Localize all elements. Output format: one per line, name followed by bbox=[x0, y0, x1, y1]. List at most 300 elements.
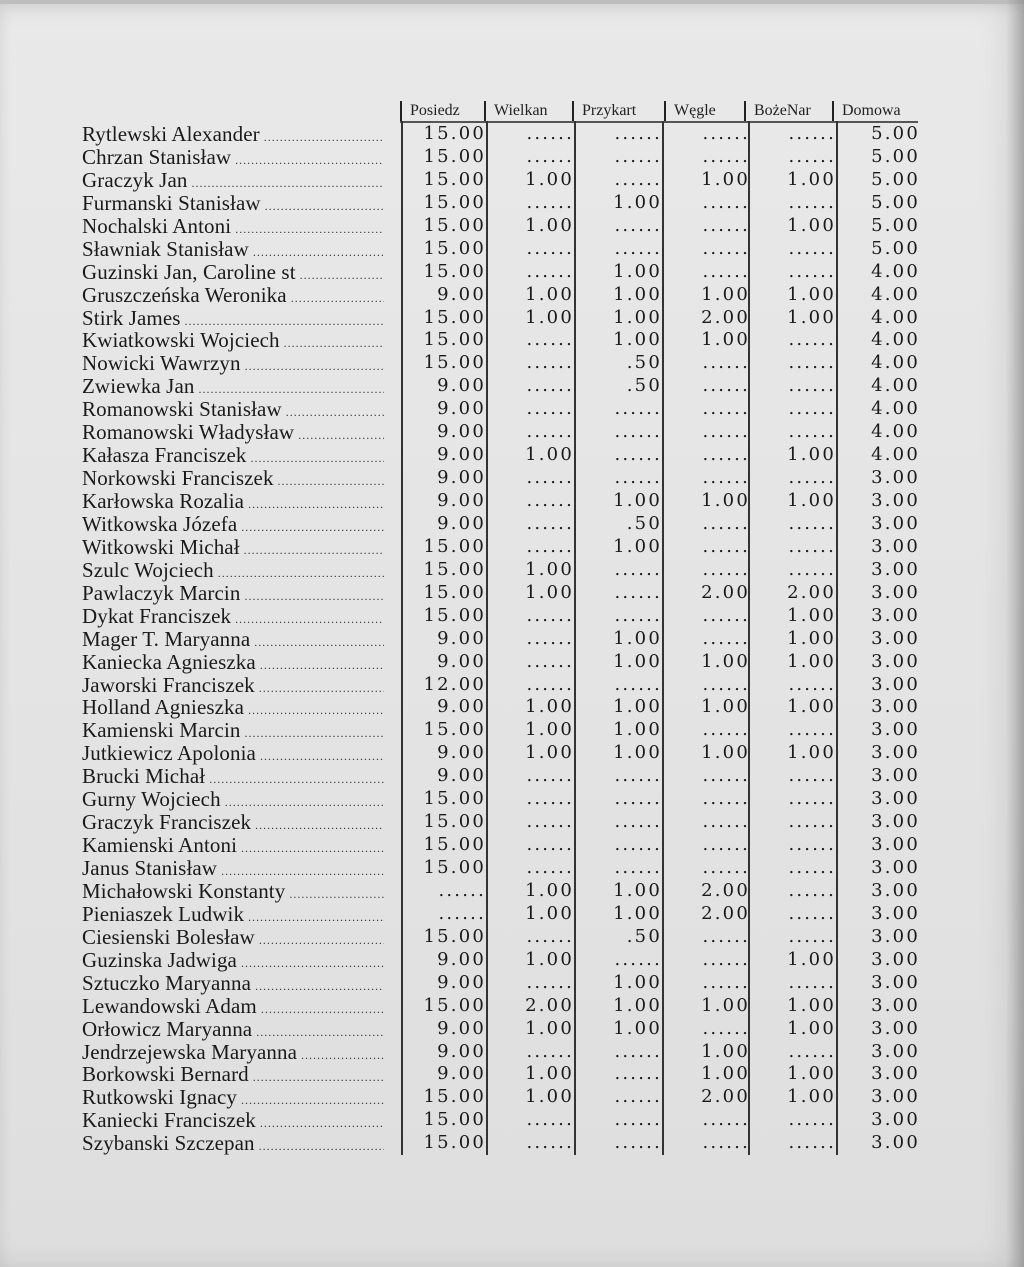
amount-cell: 3.00 bbox=[871, 673, 920, 695]
amount-cell: 15.00 bbox=[423, 535, 486, 557]
amount-cell: ...... bbox=[702, 398, 750, 420]
table-row bbox=[0, 1018, 1024, 1041]
amount-cell: ...... bbox=[702, 788, 750, 810]
amount-cell: ...... bbox=[702, 352, 750, 374]
amount-cell: ...... bbox=[702, 444, 750, 466]
amount-cell: ...... bbox=[614, 1086, 662, 1108]
amount-cell: 1.00 bbox=[787, 1063, 836, 1085]
amount-cell: 4.00 bbox=[871, 306, 920, 328]
amount-cell: 1.00 bbox=[701, 1040, 750, 1062]
amount-cell: ...... bbox=[788, 879, 836, 901]
amount-cell: ...... bbox=[614, 168, 662, 190]
amount-cell: ...... bbox=[614, 834, 662, 856]
amount-cell: ...... bbox=[702, 673, 750, 695]
amount-cell: 3.00 bbox=[871, 627, 920, 649]
amount-cell: ...... bbox=[526, 375, 574, 397]
table-row bbox=[0, 467, 1024, 490]
amount-cell: ...... bbox=[614, 123, 662, 144]
amount-cell: 1.00 bbox=[525, 306, 574, 328]
amount-cell: ...... bbox=[526, 1040, 574, 1062]
amount-cell: 5.00 bbox=[871, 123, 920, 144]
amount-cell: 3.00 bbox=[871, 1040, 920, 1062]
amount-cell: ...... bbox=[526, 191, 574, 213]
amount-cell: 15.00 bbox=[423, 237, 486, 259]
table-row bbox=[0, 352, 1024, 375]
amount-cell: 1.00 bbox=[613, 902, 662, 924]
amount-cell: 9.00 bbox=[437, 398, 486, 420]
amount-cell: 1.00 bbox=[525, 283, 574, 305]
member-name: Sztuczko Maryanna ..... bbox=[82, 972, 384, 998]
amount-cell: ...... bbox=[788, 421, 836, 443]
member-name: Kaniecka Agnieszka ..... bbox=[82, 651, 384, 677]
amount-cell: 4.00 bbox=[871, 421, 920, 443]
amount-cell: ...... bbox=[788, 260, 836, 282]
member-name: Stirk James ..... bbox=[82, 307, 384, 333]
amount-cell: ...... bbox=[526, 1132, 574, 1154]
amount-cell: 1.00 bbox=[701, 696, 750, 718]
table-row bbox=[0, 444, 1024, 467]
amount-cell: ...... bbox=[702, 971, 750, 993]
amount-cell: ...... bbox=[788, 1109, 836, 1131]
amount-cell: ...... bbox=[614, 1109, 662, 1131]
amount-cell: 9.00 bbox=[437, 421, 486, 443]
amount-cell: ...... bbox=[788, 535, 836, 557]
amount-cell: 15.00 bbox=[423, 994, 486, 1016]
amount-cell: 2.00 bbox=[525, 994, 574, 1016]
amount-cell: ...... bbox=[788, 673, 836, 695]
table-row bbox=[0, 628, 1024, 651]
amount-cell: 9.00 bbox=[437, 742, 486, 764]
member-name: Graczyk Franciszek ..... bbox=[82, 811, 384, 837]
amount-cell: 1.00 bbox=[787, 1017, 836, 1039]
member-name: Dykat Franciszek ..... bbox=[82, 605, 384, 631]
amount-cell: ...... bbox=[702, 925, 750, 947]
table-row bbox=[0, 1086, 1024, 1109]
amount-cell: 1.00 bbox=[787, 444, 836, 466]
amount-cell: 15.00 bbox=[423, 788, 486, 810]
amount-cell: ...... bbox=[702, 719, 750, 741]
table-row bbox=[0, 719, 1024, 742]
table-row bbox=[0, 651, 1024, 674]
amount-cell: ...... bbox=[702, 857, 750, 878]
amount-cell: 1.00 bbox=[525, 558, 574, 580]
amount-cell: 15.00 bbox=[423, 260, 486, 282]
amount-cell: 1.00 bbox=[787, 650, 836, 672]
amount-cell: ...... bbox=[702, 1132, 750, 1154]
amount-cell: 3.00 bbox=[871, 490, 920, 511]
amount-cell: 5.00 bbox=[871, 214, 920, 236]
table-row bbox=[0, 880, 1024, 903]
amount-cell: ...... bbox=[788, 811, 836, 833]
amount-cell: 2.00 bbox=[701, 902, 750, 924]
amount-cell: ...... bbox=[614, 1132, 662, 1154]
table-row bbox=[0, 398, 1024, 421]
member-name: Rutkowski Ignacy ..... bbox=[82, 1086, 384, 1112]
amount-cell: 1.00 bbox=[787, 994, 836, 1016]
member-name: Furmanski Stanisław ..... bbox=[82, 192, 384, 218]
member-name: Witkowski Michał ..... bbox=[82, 536, 384, 562]
amount-cell: ...... bbox=[702, 948, 750, 970]
amount-cell: 15.00 bbox=[423, 857, 486, 878]
amount-cell: ...... bbox=[614, 673, 662, 695]
amount-cell: ...... bbox=[614, 1040, 662, 1062]
table-row bbox=[0, 1109, 1024, 1132]
amount-cell: 1.00 bbox=[525, 1063, 574, 1085]
table-row bbox=[0, 857, 1024, 880]
amount-cell: ...... bbox=[526, 673, 574, 695]
member-name: Mager T. Maryanna ..... bbox=[82, 628, 384, 654]
amount-cell: 1.00 bbox=[525, 214, 574, 236]
amount-cell: ...... bbox=[614, 948, 662, 970]
amount-cell: ...... bbox=[526, 237, 574, 259]
amount-cell: ...... bbox=[614, 581, 662, 603]
amount-cell: ...... bbox=[526, 765, 574, 787]
amount-cell: .50 bbox=[626, 512, 662, 534]
amount-cell: 3.00 bbox=[871, 1132, 920, 1154]
table-row bbox=[0, 1063, 1024, 1086]
table-row bbox=[0, 146, 1024, 169]
amount-cell: 3.00 bbox=[871, 788, 920, 810]
amount-cell: ...... bbox=[526, 788, 574, 810]
amount-cell: 1.00 bbox=[787, 696, 836, 718]
amount-cell: ...... bbox=[788, 719, 836, 741]
table-row bbox=[0, 284, 1024, 307]
amount-cell: 3.00 bbox=[871, 512, 920, 534]
amount-cell: 1.00 bbox=[525, 879, 574, 901]
amount-cell: 5.00 bbox=[871, 145, 920, 167]
header-domowa: Domowa bbox=[832, 101, 901, 121]
member-name: Sławniak Stanisław ..... bbox=[82, 238, 384, 264]
member-name: Romanowski Stanisław ..... bbox=[82, 398, 384, 424]
amount-cell: 4.00 bbox=[871, 444, 920, 466]
amount-cell: ...... bbox=[614, 421, 662, 443]
table-header bbox=[0, 101, 1024, 121]
amount-cell: ...... bbox=[788, 145, 836, 167]
table-row bbox=[0, 834, 1024, 857]
amount-cell: 1.00 bbox=[525, 1017, 574, 1039]
amount-cell: ...... bbox=[788, 857, 836, 878]
amount-cell: ...... bbox=[702, 604, 750, 626]
amount-cell: 1.00 bbox=[525, 948, 574, 970]
table-row bbox=[0, 949, 1024, 972]
amount-cell: 1.00 bbox=[525, 696, 574, 718]
amount-cell: 15.00 bbox=[423, 925, 486, 947]
amount-cell: 1.00 bbox=[525, 444, 574, 466]
amount-cell: 9.00 bbox=[437, 971, 486, 993]
amount-cell: ...... bbox=[614, 604, 662, 626]
amount-cell: 1.00 bbox=[787, 627, 836, 649]
table-row bbox=[0, 674, 1024, 697]
amount-cell: 9.00 bbox=[437, 765, 486, 787]
amount-cell: ...... bbox=[614, 237, 662, 259]
amount-cell: ...... bbox=[702, 558, 750, 580]
amount-cell: 2.00 bbox=[701, 581, 750, 603]
table-row bbox=[0, 307, 1024, 330]
amount-cell: 1.00 bbox=[701, 490, 750, 511]
table-row bbox=[0, 926, 1024, 949]
amount-cell: 1.00 bbox=[787, 948, 836, 970]
amount-cell: ...... bbox=[788, 925, 836, 947]
amount-cell: 1.00 bbox=[787, 1086, 836, 1108]
amount-cell: 1.00 bbox=[613, 283, 662, 305]
member-name: Chrzan Stanisław ..... bbox=[82, 146, 384, 172]
header-bozenar: BożeNar bbox=[744, 101, 811, 121]
amount-cell: ...... bbox=[702, 214, 750, 236]
amount-cell: 5.00 bbox=[871, 168, 920, 190]
amount-cell: ...... bbox=[614, 811, 662, 833]
amount-cell: ...... bbox=[526, 145, 574, 167]
amount-cell: 15.00 bbox=[423, 145, 486, 167]
amount-cell: ...... bbox=[526, 421, 574, 443]
table-row bbox=[0, 513, 1024, 536]
amount-cell: ...... bbox=[526, 627, 574, 649]
table-row bbox=[0, 1132, 1024, 1155]
amount-cell: ...... bbox=[526, 398, 574, 420]
amount-cell: ...... bbox=[526, 834, 574, 856]
amount-cell: 1.00 bbox=[613, 1017, 662, 1039]
amount-cell: 9.00 bbox=[437, 696, 486, 718]
amount-cell: 15.00 bbox=[423, 1132, 486, 1154]
amount-cell: 15.00 bbox=[423, 352, 486, 374]
table-row bbox=[0, 605, 1024, 628]
amount-cell: 15.00 bbox=[423, 1109, 486, 1131]
member-name: Guzinska Jadwiga ..... bbox=[82, 949, 384, 975]
member-name: Szulc Wojciech ..... bbox=[82, 559, 384, 585]
amount-cell: 1.00 bbox=[701, 283, 750, 305]
member-name: Guzinski Jan, Caroline st ..... bbox=[82, 261, 384, 287]
member-name: Borkowski Bernard ..... bbox=[82, 1063, 384, 1089]
amount-cell: .50 bbox=[626, 375, 662, 397]
amount-cell: ...... bbox=[614, 558, 662, 580]
amount-cell: 1.00 bbox=[613, 260, 662, 282]
amount-cell: ...... bbox=[614, 145, 662, 167]
member-name: Kamienski Marcin ..... bbox=[82, 719, 384, 745]
amount-cell: 9.00 bbox=[437, 1063, 486, 1085]
amount-cell: 3.00 bbox=[871, 1109, 920, 1131]
amount-cell: 15.00 bbox=[423, 558, 486, 580]
amount-cell: 1.00 bbox=[701, 1063, 750, 1085]
amount-cell: 1.00 bbox=[613, 971, 662, 993]
amount-cell: 15.00 bbox=[423, 329, 486, 351]
amount-cell: 1.00 bbox=[525, 1086, 574, 1108]
amount-cell: ...... bbox=[788, 123, 836, 144]
amount-cell: ...... bbox=[614, 444, 662, 466]
amount-cell: ...... bbox=[614, 1063, 662, 1085]
table-row bbox=[0, 995, 1024, 1018]
amount-cell: 5.00 bbox=[871, 191, 920, 213]
amount-cell: 1.00 bbox=[701, 994, 750, 1016]
amount-cell: ...... bbox=[702, 421, 750, 443]
amount-cell: ...... bbox=[702, 467, 750, 489]
amount-cell: 15.00 bbox=[423, 123, 486, 144]
amount-cell: 1.00 bbox=[613, 994, 662, 1016]
amount-cell: 4.00 bbox=[871, 352, 920, 374]
amount-cell: 1.00 bbox=[525, 719, 574, 741]
amount-cell: 3.00 bbox=[871, 604, 920, 626]
member-name: Zwiewka Jan ..... bbox=[82, 375, 384, 401]
amount-cell: ...... bbox=[614, 467, 662, 489]
amount-cell: 1.00 bbox=[701, 650, 750, 672]
amount-cell: 1.00 bbox=[787, 490, 836, 511]
amount-cell: ...... bbox=[526, 857, 574, 878]
amount-cell: ...... bbox=[702, 512, 750, 534]
amount-cell: ...... bbox=[526, 650, 574, 672]
amount-cell: ...... bbox=[702, 627, 750, 649]
amount-cell: 1.00 bbox=[701, 742, 750, 764]
amount-cell: ...... bbox=[702, 1017, 750, 1039]
payments-table bbox=[0, 123, 1024, 1155]
table-row bbox=[0, 696, 1024, 719]
amount-cell: 9.00 bbox=[437, 283, 486, 305]
amount-cell: 3.00 bbox=[871, 696, 920, 718]
amount-cell: 2.00 bbox=[701, 1086, 750, 1108]
amount-cell: ...... bbox=[788, 237, 836, 259]
member-name: Janus Stanisław ..... bbox=[82, 857, 384, 883]
amount-cell: 15.00 bbox=[423, 1086, 486, 1108]
amount-cell: 5.00 bbox=[871, 237, 920, 259]
amount-cell: 9.00 bbox=[437, 1017, 486, 1039]
member-name: Gruszczeńska Weronika ..... bbox=[82, 284, 384, 310]
amount-cell: ...... bbox=[788, 1132, 836, 1154]
table-row bbox=[0, 972, 1024, 995]
amount-cell: ...... bbox=[702, 145, 750, 167]
member-name: Romanowski Władysław ..... bbox=[82, 421, 384, 447]
amount-cell: 1.00 bbox=[613, 306, 662, 328]
amount-cell: ...... bbox=[788, 788, 836, 810]
member-name: Orłowicz Maryanna ..... bbox=[82, 1018, 384, 1044]
member-name: Lewandowski Adam ..... bbox=[82, 995, 384, 1021]
amount-cell: 3.00 bbox=[871, 834, 920, 856]
member-name: Kaniecki Franciszek ..... bbox=[82, 1109, 384, 1135]
amount-cell: ...... bbox=[614, 398, 662, 420]
amount-cell: 9.00 bbox=[437, 627, 486, 649]
table-row bbox=[0, 261, 1024, 284]
amount-cell: 1.00 bbox=[613, 490, 662, 511]
amount-cell: 1.00 bbox=[787, 283, 836, 305]
header-wegle: Węgle bbox=[664, 101, 716, 121]
amount-cell: 9.00 bbox=[437, 512, 486, 534]
amount-cell: 15.00 bbox=[423, 719, 486, 741]
amount-cell: 1.00 bbox=[613, 696, 662, 718]
table-row bbox=[0, 329, 1024, 352]
amount-cell: ...... bbox=[788, 902, 836, 924]
member-name: Nowicki Wawrzyn ..... bbox=[82, 352, 384, 378]
amount-cell: 4.00 bbox=[871, 375, 920, 397]
member-name: Pawlaczyk Marcin ..... bbox=[82, 582, 384, 608]
table-row bbox=[0, 536, 1024, 559]
amount-cell: ...... bbox=[788, 329, 836, 351]
amount-cell: ...... bbox=[702, 834, 750, 856]
amount-cell: 3.00 bbox=[871, 948, 920, 970]
amount-cell: 15.00 bbox=[423, 191, 486, 213]
member-name: Kamienski Antoni ..... bbox=[82, 834, 384, 860]
amount-cell: ...... bbox=[702, 123, 750, 144]
member-name: Rytlewski Alexander ..... bbox=[82, 123, 384, 149]
member-name: Kwiatkowski Wojciech ..... bbox=[82, 329, 384, 355]
table-row bbox=[0, 788, 1024, 811]
member-name: Szybanski Szczepan ..... bbox=[82, 1132, 384, 1158]
amount-cell: ...... bbox=[788, 834, 836, 856]
amount-cell: 1.00 bbox=[787, 742, 836, 764]
table-row bbox=[0, 559, 1024, 582]
amount-cell: ...... bbox=[438, 902, 486, 924]
amount-cell: 3.00 bbox=[871, 719, 920, 741]
table-row bbox=[0, 421, 1024, 444]
amount-cell: 15.00 bbox=[423, 811, 486, 833]
amount-cell: ...... bbox=[526, 811, 574, 833]
amount-cell: 3.00 bbox=[871, 1017, 920, 1039]
amount-cell: ...... bbox=[526, 535, 574, 557]
amount-cell: ...... bbox=[526, 490, 574, 511]
amount-cell: ...... bbox=[702, 535, 750, 557]
table-row bbox=[0, 903, 1024, 926]
amount-cell: 9.00 bbox=[437, 444, 486, 466]
amount-cell: 4.00 bbox=[871, 329, 920, 351]
member-name: Norkowski Franciszek ..... bbox=[82, 467, 384, 493]
amount-cell: ...... bbox=[788, 191, 836, 213]
member-name: Brucki Michał ..... bbox=[82, 765, 384, 791]
amount-cell: 9.00 bbox=[437, 650, 486, 672]
table-row bbox=[0, 490, 1024, 513]
amount-cell: ...... bbox=[526, 512, 574, 534]
amount-cell: 9.00 bbox=[437, 1040, 486, 1062]
amount-cell: ...... bbox=[526, 123, 574, 144]
amount-cell: ...... bbox=[526, 604, 574, 626]
header-wielkan: Wielkan bbox=[484, 101, 548, 121]
amount-cell: ...... bbox=[526, 352, 574, 374]
amount-cell: 9.00 bbox=[437, 490, 486, 511]
member-name: Holland Agnieszka ..... bbox=[82, 696, 384, 722]
amount-cell: ...... bbox=[614, 788, 662, 810]
member-name: Michałowski Konstanty ..... bbox=[82, 880, 384, 906]
amount-cell: 15.00 bbox=[423, 168, 486, 190]
member-name: Witkowska Józefa ..... bbox=[82, 513, 384, 539]
amount-cell: 1.00 bbox=[613, 742, 662, 764]
member-name: Graczyk Jan ..... bbox=[82, 169, 384, 195]
member-name: Ciesienski Bolesław ..... bbox=[82, 926, 384, 952]
amount-cell: 15.00 bbox=[423, 834, 486, 856]
amount-cell: 3.00 bbox=[871, 857, 920, 878]
amount-cell: 1.00 bbox=[613, 879, 662, 901]
amount-cell: 1.00 bbox=[701, 329, 750, 351]
amount-cell: 3.00 bbox=[871, 994, 920, 1016]
member-name: Jendrzejewska Maryanna ..... bbox=[82, 1041, 384, 1067]
amount-cell: ...... bbox=[702, 375, 750, 397]
amount-cell: 15.00 bbox=[423, 214, 486, 236]
amount-cell: 9.00 bbox=[437, 467, 486, 489]
amount-cell: ...... bbox=[702, 260, 750, 282]
amount-cell: 3.00 bbox=[871, 811, 920, 833]
amount-cell: 1.00 bbox=[787, 306, 836, 328]
amount-cell: .50 bbox=[626, 925, 662, 947]
amount-cell: ...... bbox=[614, 214, 662, 236]
amount-cell: 3.00 bbox=[871, 467, 920, 489]
amount-cell: 1.00 bbox=[525, 168, 574, 190]
amount-cell: 2.00 bbox=[787, 581, 836, 603]
amount-cell: ...... bbox=[438, 879, 486, 901]
amount-cell: 3.00 bbox=[871, 535, 920, 557]
amount-cell: ...... bbox=[702, 1109, 750, 1131]
amount-cell: ...... bbox=[788, 398, 836, 420]
amount-cell: 1.00 bbox=[787, 168, 836, 190]
amount-cell: ...... bbox=[788, 512, 836, 534]
amount-cell: 1.00 bbox=[525, 581, 574, 603]
amount-cell: 1.00 bbox=[613, 191, 662, 213]
amount-cell: 1.00 bbox=[787, 214, 836, 236]
table-row bbox=[0, 811, 1024, 834]
amount-cell: 4.00 bbox=[871, 260, 920, 282]
amount-cell: 9.00 bbox=[437, 375, 486, 397]
